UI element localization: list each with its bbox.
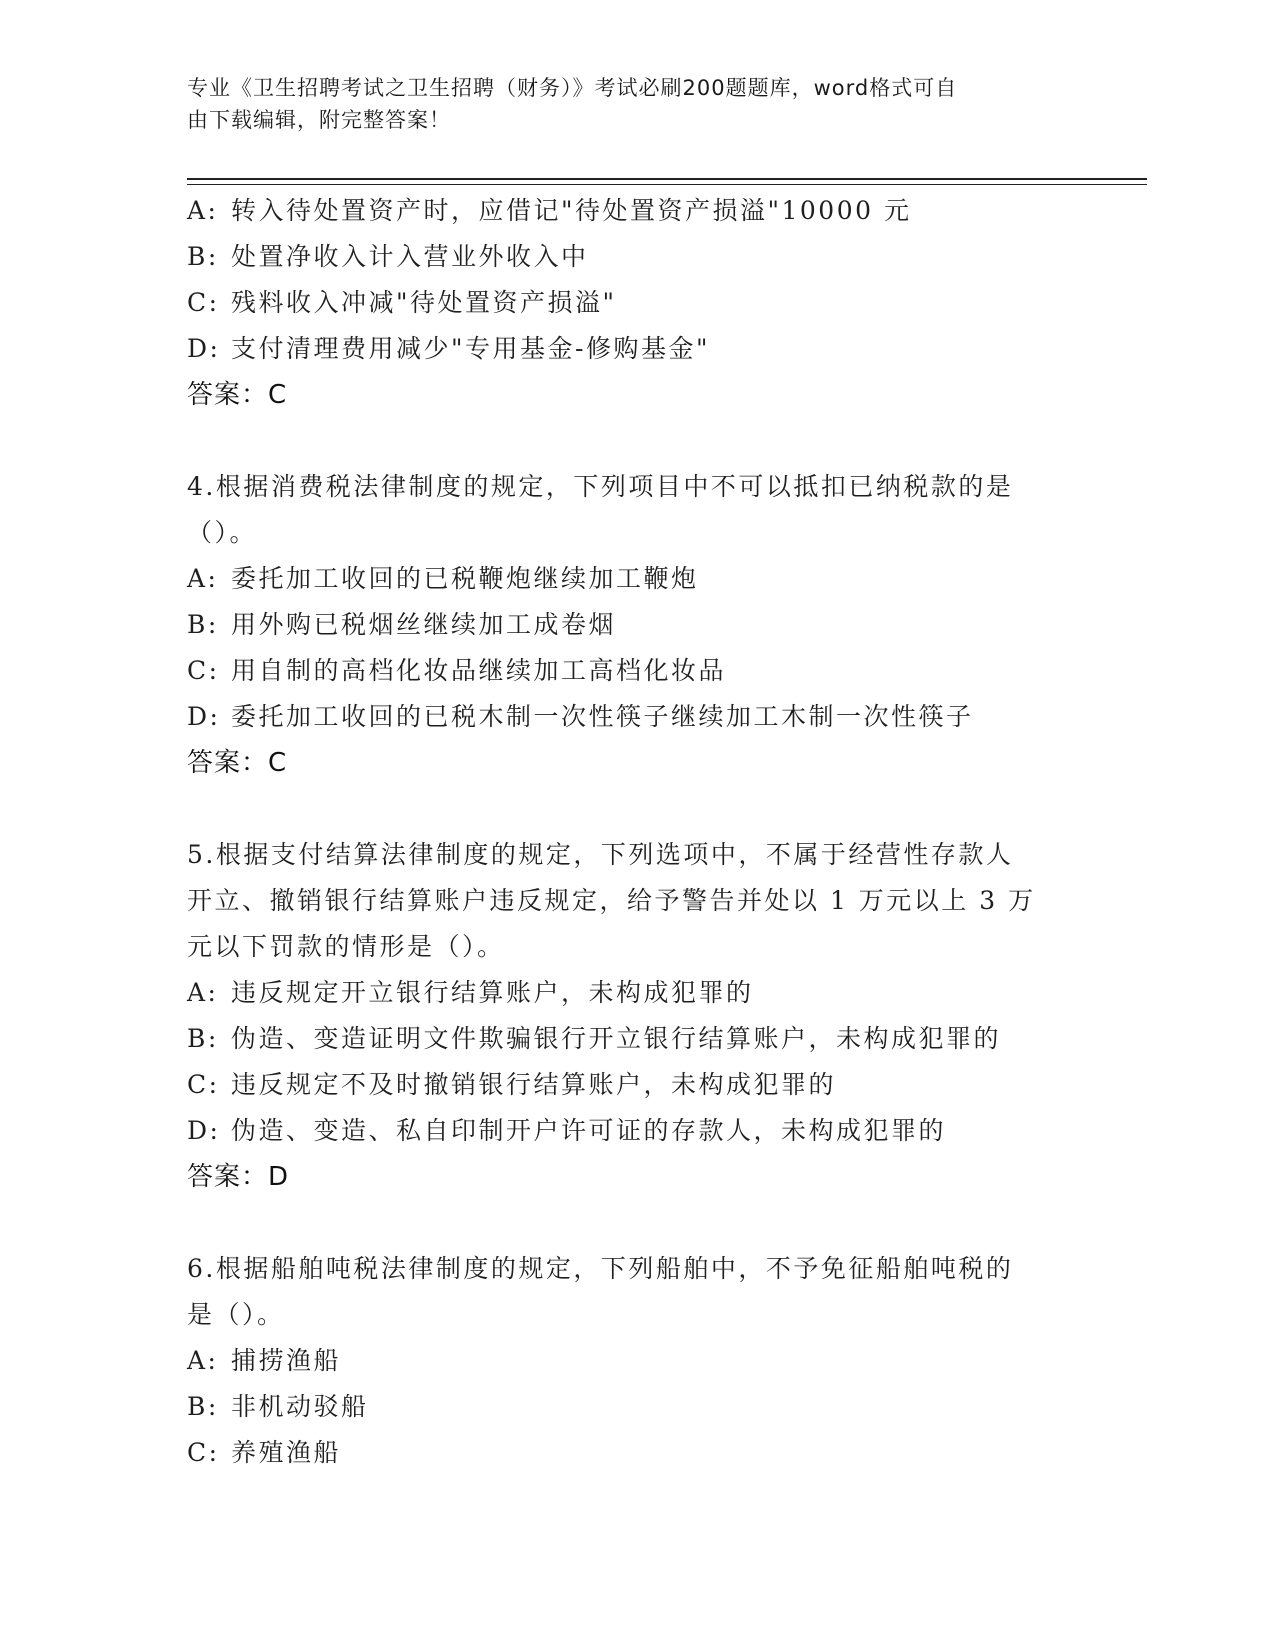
spacer (187, 1200, 1087, 1246)
answer-line: 答案：C (187, 380, 288, 410)
option-text: 用自制的高档化妆品继续加工高档化妆品 (231, 656, 727, 685)
option-key: D: (187, 334, 221, 363)
option-c (187, 1430, 1087, 1476)
question-stem-line: 是（）。 (187, 1300, 285, 1329)
option-text: 处置净收入计入营业外收入中 (231, 242, 589, 271)
question-stem-line: （）。 (187, 518, 258, 547)
option-d (187, 694, 1087, 740)
option-key: C: (187, 288, 220, 317)
question-stem-line: 4.根据消费税法律制度的规定，下列项目中不可以抵扣已纳税款的是 (187, 472, 1014, 501)
option-text: 伪造、变造、私自印制开户许可证的存款人，未构成犯罪的 (231, 1116, 947, 1145)
question-5 (187, 832, 1087, 1200)
option-b (187, 1384, 1087, 1430)
answer-line: 答案：D (187, 1162, 290, 1192)
option-d (187, 326, 1087, 372)
option-text: 转入待处置资产时，应借记"待处置资产损溢"10000 元 (231, 196, 912, 225)
option-key: A: (187, 564, 219, 593)
option-text: 用外购已税烟丝继续加工成卷烟 (231, 610, 617, 639)
question-6 (187, 1246, 1087, 1476)
option-text: 残料收入冲减"待处置资产损溢" (231, 288, 617, 317)
option-key: B: (187, 1024, 219, 1053)
question-3 (187, 188, 1087, 418)
option-key: C: (187, 1070, 220, 1099)
option-key: C: (187, 656, 220, 685)
option-b (187, 234, 1087, 280)
spacer (187, 418, 1087, 464)
option-key: A: (187, 978, 219, 1007)
option-text: 养殖渔船 (231, 1438, 342, 1467)
option-c (187, 280, 1087, 326)
option-b (187, 1016, 1087, 1062)
option-a (187, 1338, 1087, 1384)
option-key: C: (187, 1438, 220, 1467)
question-stem-line: 5.根据支付结算法律制度的规定，下列选项中，不属于经营性存款人 (187, 840, 1014, 869)
option-text: 伪造、变造证明文件欺骗银行开立银行结算账户，未构成犯罪的 (231, 1024, 1002, 1053)
question-stem-line: 开立、撤销银行结算账户违反规定，给予警告并处以 1 万元以上 3 万 (187, 886, 1036, 915)
question-stem-line: 元以下罚款的情形是（）。 (187, 932, 505, 961)
header-divider-thick (187, 178, 1147, 180)
option-text: 违反规定不及时撤销银行结算账户，未构成犯罪的 (231, 1070, 837, 1099)
option-text: 委托加工收回的已税鞭炮继续加工鞭炮 (231, 564, 699, 593)
option-key: D: (187, 1116, 221, 1145)
option-key: A: (187, 196, 219, 225)
option-text: 捕捞渔船 (231, 1346, 342, 1375)
answer-line: 答案：C (187, 748, 288, 778)
option-a (187, 188, 1087, 234)
option-a (187, 556, 1087, 602)
option-text: 委托加工收回的已税木制一次性筷子继续加工木制一次性筷子 (231, 702, 974, 731)
option-key: A: (187, 1346, 219, 1375)
option-d (187, 1108, 1087, 1154)
question-stem-line: 6.根据船舶吨税法律制度的规定，下列船舶中，不予免征船舶吨税的 (187, 1254, 1014, 1283)
header-divider-thin (187, 184, 1147, 185)
option-text: 违反规定开立银行结算账户，未构成犯罪的 (231, 978, 754, 1007)
option-key: B: (187, 242, 219, 271)
option-key: D: (187, 702, 221, 731)
option-text: 支付清理费用减少"专用基金-修购基金" (231, 334, 710, 363)
option-c (187, 1062, 1087, 1108)
option-key: B: (187, 610, 219, 639)
option-c (187, 648, 1087, 694)
header-line-1: 专业《卫生招聘考试之卫生招聘（财务）》考试必刷200题题库，word格式可自 (187, 76, 958, 100)
document-body (187, 188, 1087, 1476)
question-4 (187, 464, 1087, 786)
option-text: 非机动驳船 (231, 1392, 369, 1421)
option-key: B: (187, 1392, 219, 1421)
spacer (187, 786, 1087, 832)
document-header (187, 72, 1067, 136)
header-line-2: 由下载编辑，附完整答案！ (187, 108, 451, 132)
option-a (187, 970, 1087, 1016)
option-b (187, 602, 1087, 648)
